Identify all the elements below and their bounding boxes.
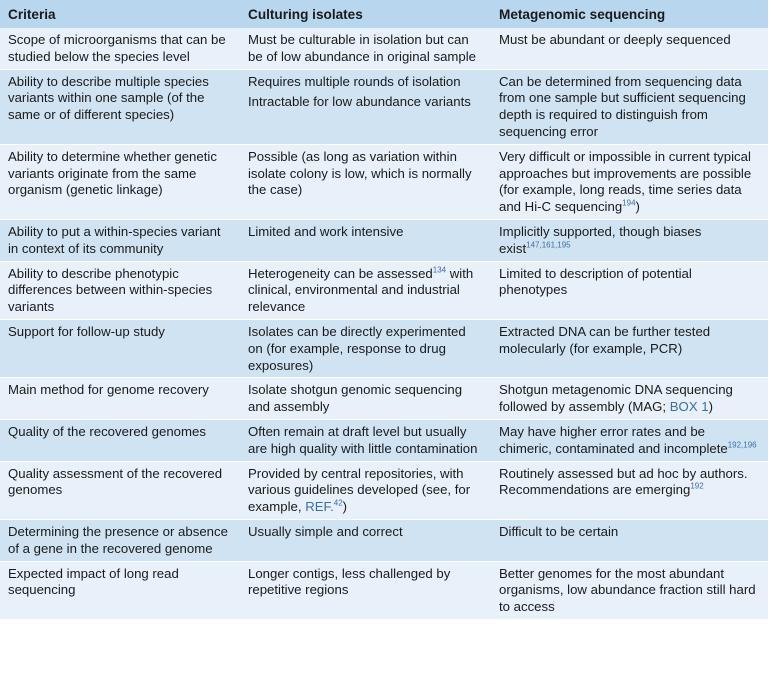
culturing-text: Requires multiple rounds of isolation — [248, 73, 461, 89]
metagenomic-cell — [491, 378, 768, 420]
citation[interactable]: 192 — [690, 481, 704, 491]
culturing-text: Longer contigs, less challenged by repetitive regions — [248, 565, 451, 598]
culturing-cell — [240, 461, 491, 519]
table-row — [0, 378, 768, 420]
criteria-cell: Main method for genome recovery — [0, 378, 240, 420]
header-criteria: Criteria — [0, 0, 240, 28]
culturing-text: Possible (as long as variation within isolate colony is low, which is normally the case) — [248, 148, 472, 198]
culturing-cell — [240, 519, 491, 561]
metagenomic-text-tail: ) — [635, 199, 640, 215]
culturing-cell — [240, 561, 491, 619]
header-row — [0, 0, 768, 28]
culturing-cell — [240, 378, 491, 420]
criteria-cell: Ability to put a within-species variant in context of its community — [0, 219, 240, 261]
criteria-cell: Ability to describe multiple species variants within one sample (of the same or of different species) — [0, 69, 240, 144]
table-row — [0, 461, 768, 519]
culturing-text: Often remain at draft level but usually are high quality with little contamination — [248, 423, 478, 456]
table-row — [0, 419, 768, 461]
culturing-text: Must be culturable in isolation but can be of low abundance in original sample — [248, 32, 476, 64]
culturing-text: Isolate shotgun genomic sequencing and assembly — [248, 382, 463, 415]
criteria-cell: Quality assessment of the recovered genomes — [0, 461, 240, 519]
metagenomic-cell — [491, 144, 768, 219]
table-row — [0, 319, 768, 377]
citation[interactable]: 134 — [432, 265, 447, 275]
citation[interactable]: 192,196 — [727, 440, 757, 450]
metagenomic-cell: Limited to description of potential phenotypes — [491, 261, 768, 319]
table-row — [0, 219, 768, 261]
metagenomic-text: Shotgun metagenomic DNA sequencing followed by assembly (MAG; — [499, 382, 733, 415]
criteria-cell: Scope of microorganisms that can be studied below the species level — [0, 28, 240, 69]
culturing-text-tail: with clinical, environmental and industrial relevance — [248, 265, 474, 315]
culturing-text: Limited and work intensive — [248, 223, 404, 239]
citation[interactable]: 42 — [333, 498, 343, 508]
metagenomic-text: Routinely assessed but ad hoc by authors. Recommendations are emerging — [499, 465, 748, 498]
citation[interactable]: 147,161,195 — [526, 240, 571, 250]
criteria-cell: Support for follow-up study — [0, 319, 240, 377]
metagenomic-text: Very difficult or impossible in current typical approaches but improvements are possible (for example, long reads, time series data and Hi-C sequencing — [499, 148, 752, 215]
criteria-cell: Expected impact of long read sequencing — [0, 561, 240, 619]
ref-link[interactable]: REF. — [305, 499, 334, 515]
culturing-cell — [240, 144, 491, 219]
culturing-cell — [240, 219, 491, 261]
metagenomic-cell: Better genomes for the most abundant organisms, low abundance fraction still hard to access — [491, 561, 768, 619]
criteria-cell: Determining the presence or absence of a gene in the recovered genome — [0, 519, 240, 561]
culturing-cell — [240, 28, 491, 69]
table-row — [0, 561, 768, 619]
metagenomic-cell: Must be abundant or deeply sequenced — [491, 28, 768, 69]
culturing-text: Provided by central repositories, with various guidelines developed (see, for example, — [248, 465, 471, 515]
metagenomic-cell — [491, 219, 768, 261]
criteria-cell: Ability to determine whether genetic variants originate from the same organism (genetic linkage) — [0, 144, 240, 219]
table-row — [0, 69, 768, 144]
culturing-cell — [240, 419, 491, 461]
criteria-cell: Quality of the recovered genomes — [0, 419, 240, 461]
table-row — [0, 28, 768, 69]
metagenomic-cell: Extracted DNA can be further tested molecularly (for example, PCR) — [491, 319, 768, 377]
criteria-cell: Ability to describe phenotypic differences between within-species variants — [0, 261, 240, 319]
table-row — [0, 144, 768, 219]
culturing-cell — [240, 319, 491, 377]
culturing-text: Heterogeneity can be assessed — [248, 265, 433, 281]
metagenomic-cell — [491, 461, 768, 519]
table-row — [0, 261, 768, 319]
metagenomic-text: Implicitly supported, though biases exist — [499, 223, 702, 256]
metagenomic-text: May have higher error rates and be chimeric, contaminated and incomplete — [499, 423, 728, 456]
culturing-text: Intractable for low abundance variants — [248, 94, 471, 110]
culturing-text: Usually simple and correct — [248, 523, 403, 539]
box-link[interactable]: BOX 1 — [669, 399, 709, 415]
header-culturing: Culturing isolates — [240, 0, 491, 28]
table-row — [0, 519, 768, 561]
header-metagenomic: Metagenomic sequencing — [491, 0, 768, 28]
citation[interactable]: 194 — [622, 198, 636, 208]
metagenomic-cell — [491, 419, 768, 461]
culturing-text: Isolates can be directly experimented on (for example, response to drug exposures) — [248, 323, 466, 373]
metagenomic-cell: Difficult to be certain — [491, 519, 768, 561]
metagenomic-cell: Can be determined from sequencing data from one sample but sufficient sequencing depth is required to distinguish from sequencing error — [491, 69, 768, 144]
culturing-text-tail: ) — [342, 499, 348, 515]
culturing-cell — [240, 261, 491, 319]
culturing-cell — [240, 69, 491, 144]
metagenomic-text-tail: ) — [708, 399, 714, 415]
